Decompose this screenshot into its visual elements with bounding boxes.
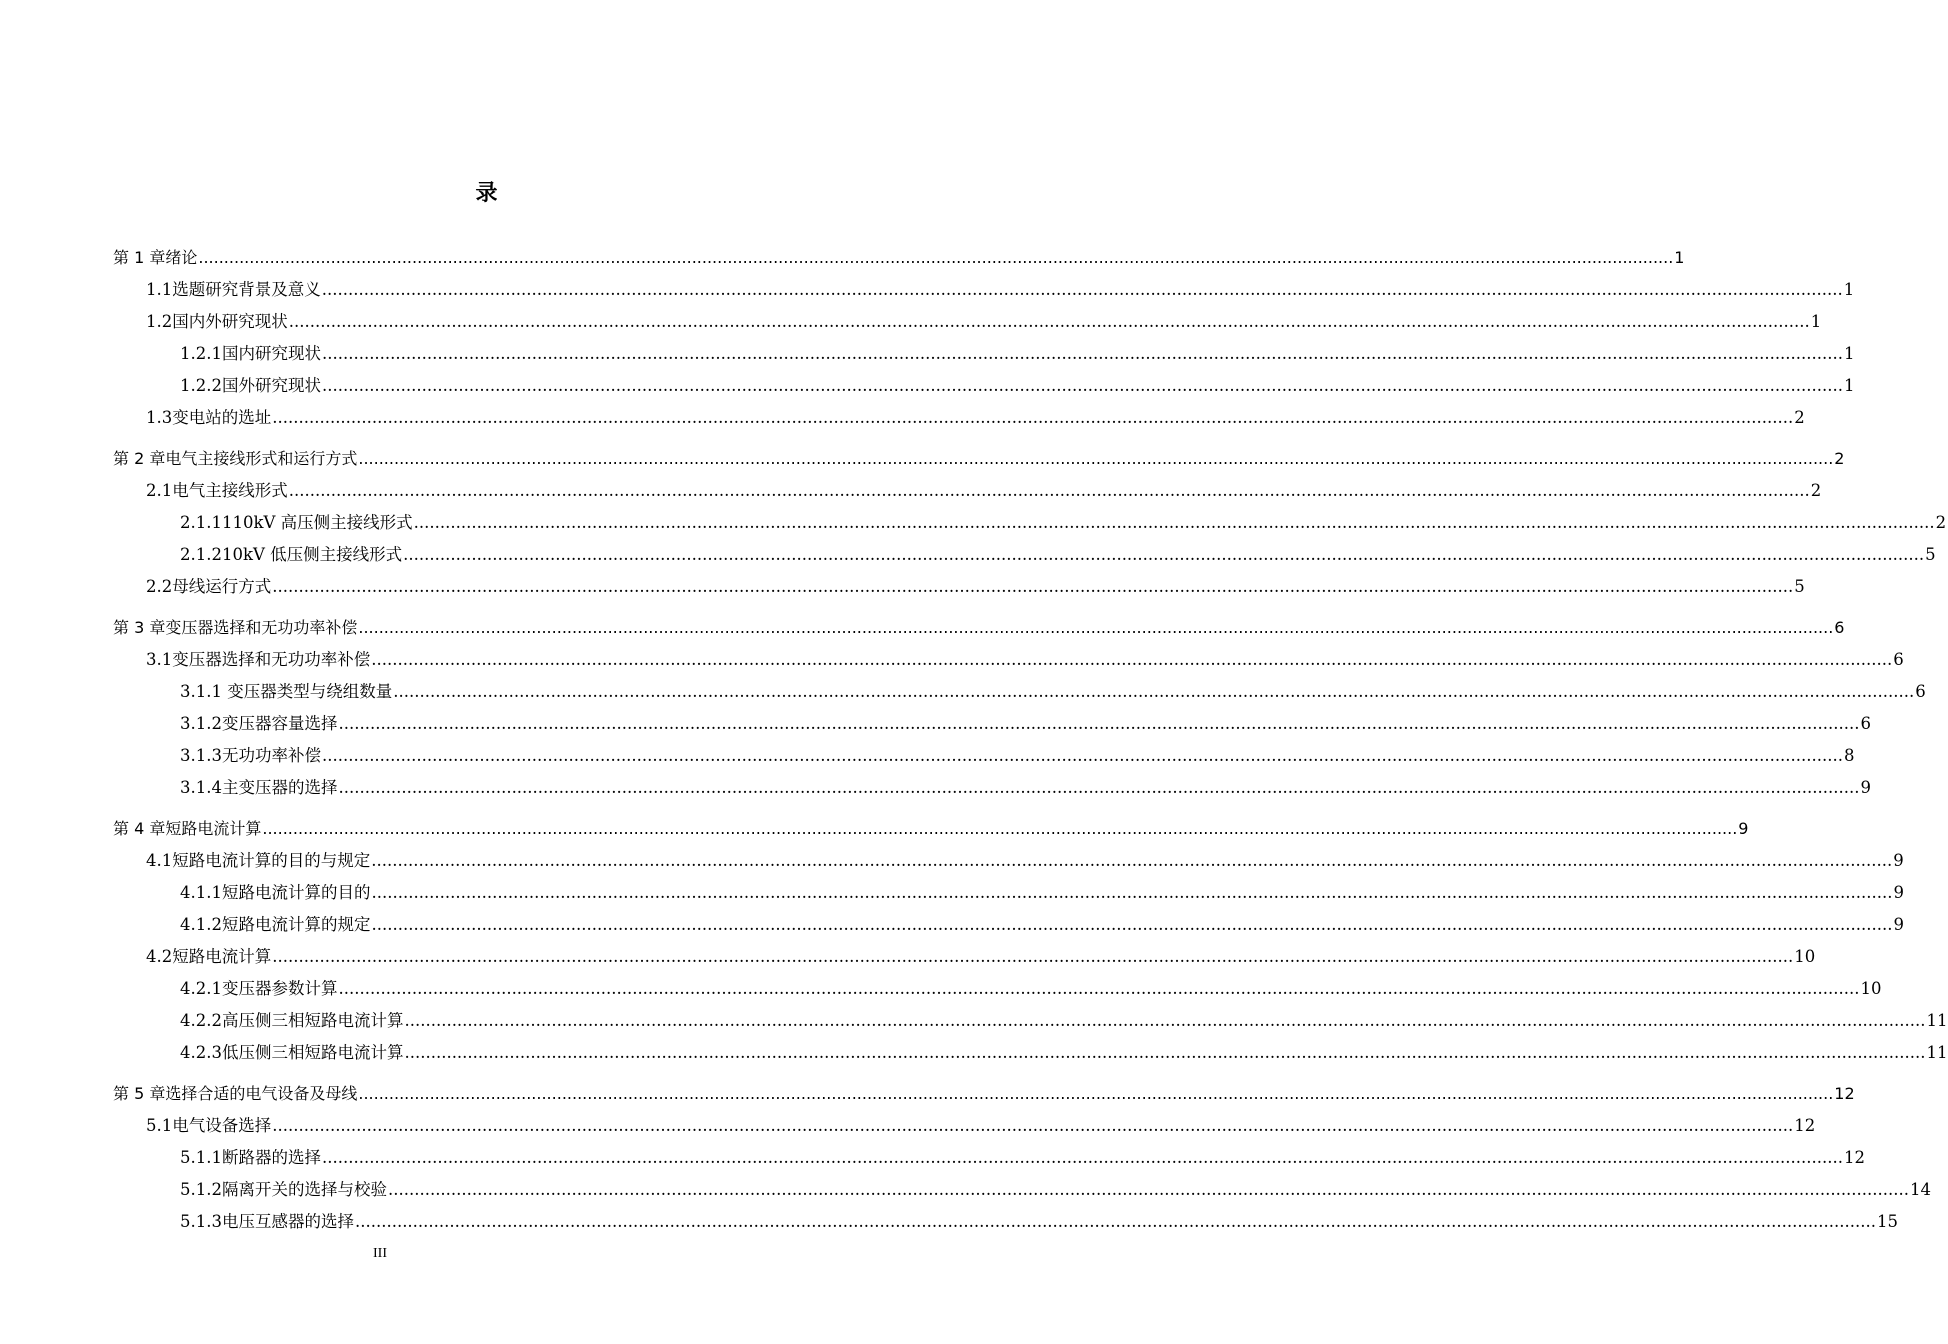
toc-entry-page: 9 (1893, 883, 1904, 902)
toc-entry[interactable] (146, 1111, 1816, 1141)
toc-entry[interactable] (146, 275, 1855, 305)
toc-entry-number: 2.2 (146, 577, 173, 596)
toc-entry-page: 6 (1893, 650, 1904, 669)
toc-entry-number: 2.1.2 (180, 545, 222, 564)
toc-leader-dots (322, 741, 1843, 771)
toc-entry[interactable] (113, 444, 1845, 474)
toc-leader-dots (272, 1111, 1793, 1141)
toc-leader-dots (403, 540, 1924, 570)
toc-entry-title: 低压侧三相短路电流计算 (221, 1043, 404, 1062)
toc-entry-title: 变压器容量选择 (221, 714, 338, 733)
toc-entry-page: 2 (1810, 481, 1822, 500)
toc-entry-page: 9 (1738, 819, 1749, 838)
toc-entry-title: 国外研究现状 (221, 376, 321, 395)
toc-entry-page: 1 (1810, 312, 1822, 331)
toc-entry-number: 4.2.3 (180, 1043, 222, 1062)
toc-entry-page: 10 (1794, 947, 1816, 966)
toc-entry-title: 电气主接线形式 (172, 481, 288, 500)
toc-entry-page: 2 (1834, 449, 1845, 468)
toc-entry-title: 绪论 (165, 248, 198, 267)
toc-entry-title: 电气设备选择 (172, 1116, 272, 1135)
toc-leader-dots (358, 1079, 1833, 1109)
toc-entry-title: 主变压器的选择 (221, 778, 338, 797)
toc-entry-number: 4.1.1 (180, 883, 222, 902)
toc-entry-title: 短路电流计算 (165, 819, 262, 838)
toc-entry-title: 短路电流计算的目的与规定 (172, 851, 371, 870)
toc-entry-page: 9 (1860, 778, 1871, 797)
toc-entry-number: 3.1.3 (180, 746, 222, 765)
toc-entry-page: 1 (1843, 280, 1855, 299)
toc-entry[interactable] (146, 476, 1822, 506)
toc-leader-dots (289, 307, 1810, 337)
toc-entry-title: 110kV 高压侧主接线形式 (221, 513, 413, 532)
toc-entry-number: 4.1.2 (180, 915, 222, 934)
toc-entry-number: 1.2.2 (180, 376, 222, 395)
toc-entry-number: 4.2 (146, 947, 173, 966)
toc-entry-number: 第 4 章 (113, 819, 166, 838)
toc-entry[interactable] (180, 1207, 1898, 1237)
toc-entry-title: 变电站的选址 (172, 408, 272, 427)
toc-entry[interactable] (146, 403, 1805, 433)
toc-entry-number: 1.1 (146, 280, 173, 299)
toc-entry-title: 无功功率补偿 (221, 746, 321, 765)
toc-entry-page: 14 (1910, 1180, 1931, 1199)
toc-leader-dots (338, 773, 1859, 803)
toc-entry[interactable] (180, 1143, 1865, 1173)
toc-entry-number: 第 3 章 (113, 618, 166, 637)
toc-entry-number: 3.1.2 (180, 714, 222, 733)
toc-entry-number: 3.1 (146, 650, 173, 669)
toc-leader-dots (358, 444, 1833, 474)
toc-entry[interactable] (146, 572, 1805, 602)
toc-entry-page: 11 (1926, 1011, 1948, 1030)
toc-entry-number: 5.1.1 (180, 1148, 222, 1167)
toc-leader-dots (371, 910, 1892, 940)
toc-entry-page: 2 (1794, 408, 1805, 427)
toc-entry[interactable] (180, 709, 1871, 739)
toc-leader-dots (322, 371, 1843, 401)
toc-entry-page: 2 (1935, 513, 1947, 532)
toc-leader-dots (322, 275, 1843, 305)
toc-entry[interactable] (180, 741, 1855, 771)
toc-entry-page: 9 (1893, 915, 1904, 934)
toc-entry-title: 变压器选择和无功功率补偿 (172, 650, 371, 669)
toc-entry-number: 第 2 章 (113, 449, 166, 468)
toc-leader-dots (322, 1143, 1843, 1173)
toc-entry-number: 4.2.1 (180, 979, 222, 998)
toc-entry-title: 短路电流计算的目的 (221, 883, 371, 902)
toc-entry-title: 3.1.1 变压器类型与绕组数量 (180, 682, 393, 701)
toc-entry-title: 高压侧三相短路电流计算 (221, 1011, 404, 1030)
toc-entry-number: 1.3 (146, 408, 173, 427)
toc-entry[interactable] (180, 1175, 1931, 1205)
toc-entry-number: 1.2 (146, 312, 173, 331)
toc-entry-number: 4.1 (146, 851, 173, 870)
toc-entry-page: 6 (1860, 714, 1871, 733)
toc-leader-dots (404, 1006, 1925, 1036)
toc-entry[interactable] (180, 974, 1882, 1004)
toc-leader-dots (272, 942, 1793, 972)
toc-entry-page: 12 (1794, 1116, 1816, 1135)
toc-entry[interactable] (180, 1038, 1948, 1068)
toc-entry-page: 12 (1834, 1084, 1855, 1103)
page-number-footer: III (373, 1246, 387, 1261)
toc-entry-title: 选题研究背景及意义 (172, 280, 321, 299)
toc-entry[interactable] (180, 677, 1926, 707)
toc-entry-title: 电压互感器的选择 (221, 1212, 354, 1231)
toc-entry-page: 10 (1860, 979, 1882, 998)
toc-leader-dots (289, 476, 1810, 506)
toc-entry-number: 5.1 (146, 1116, 173, 1135)
toc-entry-title: 断路器的选择 (221, 1148, 321, 1167)
toc-leader-dots (338, 709, 1859, 739)
toc-entry-page: 9 (1893, 851, 1904, 870)
toc-entry-number: 2.1.1 (180, 513, 222, 532)
toc-leader-dots (198, 243, 1673, 273)
toc-entry[interactable] (180, 773, 1871, 803)
toc-entry[interactable] (113, 1079, 1855, 1109)
toc-entry[interactable] (146, 307, 1822, 337)
toc-leader-dots (388, 1175, 1909, 1205)
toc-entry-title: 电气主接线形式和运行方式 (165, 449, 358, 468)
toc-entry[interactable] (180, 1006, 1948, 1036)
toc-entry-title: 隔离开关的选择与校验 (221, 1180, 387, 1199)
toc-entry-title: 10kV 低压侧主接线形式 (221, 545, 403, 564)
toc-entry[interactable] (180, 508, 1947, 538)
toc-entry-title: 短路电流计算 (172, 947, 272, 966)
toc-entry-title: 国内研究现状 (221, 344, 321, 363)
toc-leader-dots (393, 677, 1914, 707)
toc-entry-number: 5.1.2 (180, 1180, 222, 1199)
toc-entry-page: 11 (1926, 1043, 1948, 1062)
toc-entry-title: 母线运行方式 (172, 577, 272, 596)
toc-entry-page: 1 (1844, 344, 1855, 363)
toc-entry[interactable] (180, 339, 1855, 369)
toc-entry-number: 2.1 (146, 481, 173, 500)
toc-entry-title: 短路电流计算的规定 (221, 915, 371, 934)
toc-entry-number: 第 5 章 (113, 1084, 166, 1103)
toc-entry-title: 变压器选择和无功功率补偿 (165, 618, 358, 637)
toc-entry-page: 6 (1834, 618, 1845, 637)
toc-entry-title: 变压器参数计算 (221, 979, 338, 998)
toc-leader-dots (262, 814, 1737, 844)
toc-entry-number: 5.1.3 (180, 1212, 222, 1231)
toc-entry-page: 1 (1844, 376, 1855, 395)
toc-entry[interactable] (113, 613, 1845, 643)
toc-entry[interactable] (146, 645, 1904, 675)
toc-entry[interactable] (180, 540, 1936, 570)
toc-entry-number: 1.2.1 (180, 344, 222, 363)
toc-entry[interactable] (146, 846, 1904, 876)
toc-entry[interactable] (113, 243, 1685, 273)
toc-leader-dots (371, 878, 1892, 908)
toc-leader-dots (322, 339, 1843, 369)
toc-leader-dots (272, 572, 1793, 602)
toc-entry-page: 8 (1844, 746, 1855, 765)
toc-leader-dots (414, 508, 1935, 538)
toc-entry[interactable] (146, 942, 1816, 972)
toc-entry-page: 12 (1844, 1148, 1865, 1167)
toc-entry[interactable] (180, 878, 1904, 908)
toc-entry-title: 选择合适的电气设备及母线 (165, 1084, 358, 1103)
toc-entry[interactable] (180, 371, 1855, 401)
toc-entry[interactable] (180, 910, 1904, 940)
toc-entry-number: 第 1 章 (113, 248, 166, 267)
toc-entry-page: 5 (1925, 545, 1936, 564)
toc-leader-dots (371, 645, 1892, 675)
toc-leader-dots (358, 613, 1833, 643)
toc-entry-page: 5 (1794, 577, 1805, 596)
toc-entry-number: 4.2.2 (180, 1011, 222, 1030)
toc-entry-title: 国内外研究现状 (172, 312, 288, 331)
toc-leader-dots (371, 846, 1892, 876)
toc-entry-page: 15 (1877, 1212, 1898, 1231)
toc-entry-number: 3.1.4 (180, 778, 222, 797)
toc-entry-page: 6 (1915, 682, 1926, 701)
toc-entry-page: 1 (1674, 248, 1685, 267)
toc-entry[interactable] (113, 814, 1749, 844)
toc-leader-dots (338, 974, 1859, 1004)
page-title: 录 (475, 181, 498, 206)
toc-leader-dots (404, 1038, 1925, 1068)
toc-leader-dots (355, 1207, 1876, 1237)
toc-leader-dots (272, 403, 1793, 433)
